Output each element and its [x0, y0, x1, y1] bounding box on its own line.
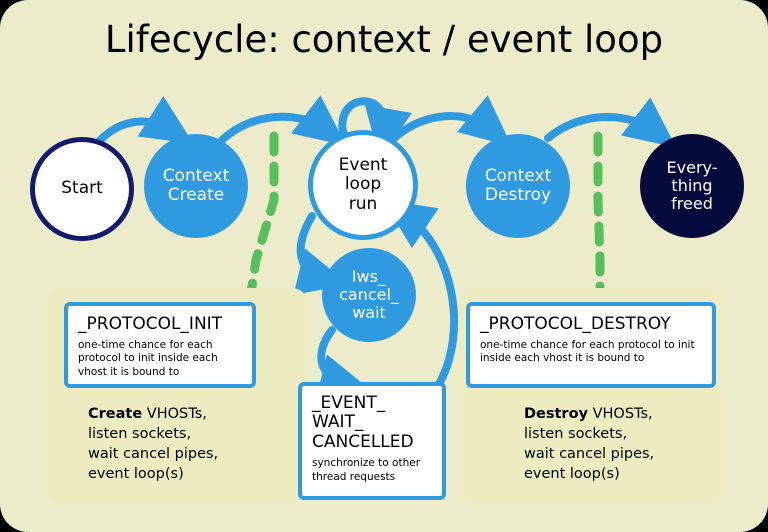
note-create-line4: event loop(s) — [88, 466, 184, 482]
node-event-loop-label-1: Event — [338, 155, 388, 176]
node-start-label: Start — [61, 178, 103, 199]
card-protocol-init-header: _PROTOCOL_INIT — [78, 314, 223, 334]
node-context-create-label-2: Create — [167, 185, 225, 205]
edge-event-loop-to-context-destroy — [392, 116, 492, 140]
node-start[interactable] — [30, 137, 134, 241]
note-create-line3: wait cancel pipes, — [88, 446, 219, 462]
card-protocol-init — [64, 302, 256, 388]
card-event-wait-cancelled — [298, 382, 446, 500]
node-context-destroy[interactable] — [466, 134, 570, 238]
note-create-rest: VHOSTs, — [142, 406, 207, 422]
note-create — [88, 404, 318, 484]
note-destroy-rest: VHOSTs, — [588, 406, 653, 422]
card-event-wait-header-2: WAIT_ — [312, 412, 364, 433]
note-destroy-strong: Destroy — [524, 406, 588, 422]
note-create-line2: listen sockets, — [88, 426, 192, 442]
edge-event-loop-to-cancel-wait — [301, 216, 324, 278]
node-context-create-label-1: Context — [162, 165, 230, 186]
card-event-wait-sub: synchronize to other thread requests — [312, 457, 421, 483]
note-destroy-line3: wait cancel pipes, — [524, 446, 655, 462]
node-everything-freed-label-3: freed — [671, 193, 713, 213]
edge-dashed-protocol-destroy — [598, 136, 600, 300]
node-context-create[interactable] — [144, 134, 248, 238]
node-context-destroy-label-2: Destroy — [484, 185, 552, 205]
node-lws-cancel-wait-label-1: lws_ — [352, 267, 386, 287]
edge-cancel-wait-to-event-wait-cancelled — [321, 330, 346, 384]
node-context-destroy-label-1: Context — [484, 165, 552, 186]
card-protocol-init-sub: one-time chance for each protocol to init inside each vhost it is bound to — [78, 339, 218, 378]
node-event-loop-label-2: loop — [344, 174, 382, 195]
page-title: Lifecycle: context / event loop — [104, 18, 664, 61]
note-create-strong: Create — [88, 406, 143, 422]
node-lws-cancel-wait-label-3: wait — [352, 302, 386, 322]
node-lws-cancel-wait-label-2: cancel_ — [339, 285, 399, 305]
node-everything-freed-label-1: Every- — [666, 158, 718, 178]
card-event-wait-header-1: _EVENT_ — [312, 393, 386, 413]
node-event-loop-label-3: run — [348, 193, 378, 214]
node-everything-freed[interactable] — [640, 134, 744, 238]
node-event-loop-run[interactable] — [308, 130, 418, 240]
edge-start-to-context-create — [96, 121, 172, 145]
card-protocol-destroy — [466, 302, 716, 388]
note-destroy — [524, 404, 754, 484]
note-destroy-line2: listen sockets, — [524, 426, 628, 442]
edge-dashed-protocol-init — [250, 136, 274, 300]
node-everything-freed-label-2: thing — [671, 176, 713, 196]
card-event-wait-header-3: CANCELLED — [312, 431, 414, 452]
card-protocol-destroy-sub: one-time chance for each protocol to init inside each vhost it is bound to — [480, 339, 695, 365]
card-protocol-destroy-header: _PROTOCOL_DESTROY — [480, 314, 671, 334]
node-lws-cancel-wait[interactable] — [322, 248, 416, 342]
note-destroy-line4: event loop(s) — [524, 466, 620, 482]
